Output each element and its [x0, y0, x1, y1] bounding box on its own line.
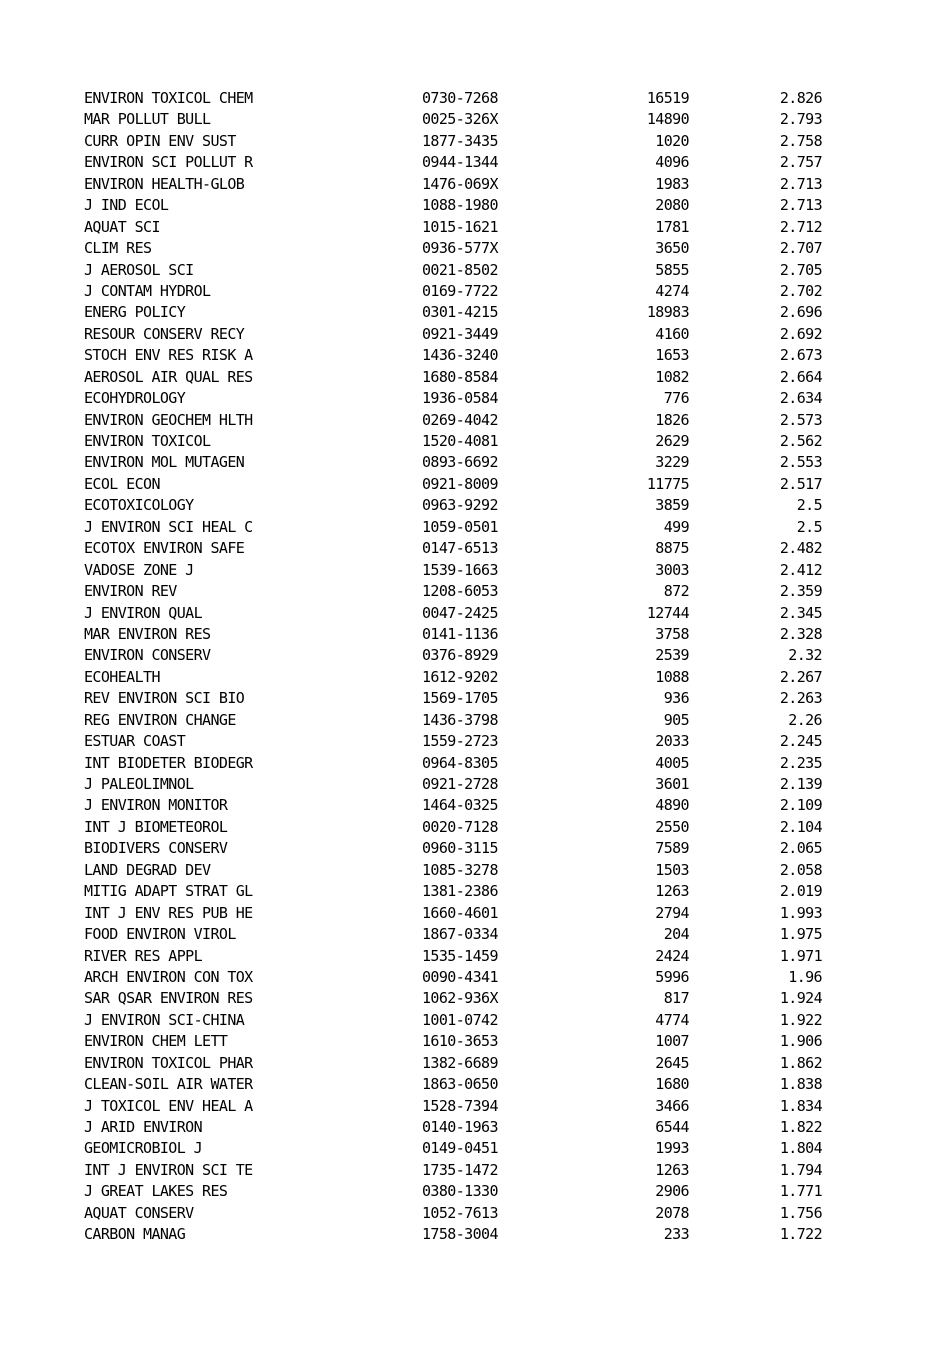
total-cites-cell: 204 — [663, 925, 689, 944]
issn-cell: 1382-6689 — [422, 1053, 498, 1072]
journal-title-cell: J ENVIRON SCI-CHINA — [84, 1010, 245, 1029]
journal-title-cell: ECOHEALTH — [84, 667, 160, 686]
journal-title-cell: ARCH ENVIRON CON TOX — [84, 967, 253, 986]
issn-cell: 1735-1472 — [422, 1160, 498, 1179]
table-row — [0, 967, 950, 988]
impact-factor-cell: 2.235 — [779, 753, 822, 772]
journal-title-cell: MAR POLLUT BULL — [84, 110, 211, 129]
total-cites-cell: 2906 — [655, 1182, 689, 1201]
issn-cell: 0893-6692 — [422, 453, 498, 472]
journal-title-cell: STOCH ENV RES RISK A — [84, 346, 253, 365]
total-cites-cell: 3229 — [655, 453, 689, 472]
issn-cell: 1612-9202 — [422, 667, 498, 686]
issn-cell: 1520-4081 — [422, 432, 498, 450]
total-cites-cell: 1088 — [655, 667, 689, 686]
impact-factor-cell: 2.267 — [779, 667, 822, 686]
journal-title-cell: CURR OPIN ENV SUST — [84, 131, 236, 150]
total-cites-cell: 1826 — [655, 410, 689, 429]
table-row — [0, 881, 950, 902]
issn-cell: 1085-3278 — [422, 860, 498, 879]
journal-title-cell: ENVIRON TOXICOL PHAR — [84, 1053, 253, 1072]
issn-cell: 0140-1963 — [422, 1118, 498, 1136]
total-cites-cell: 8875 — [655, 539, 689, 558]
table-row — [0, 388, 950, 409]
total-cites-cell: 3601 — [655, 775, 689, 793]
impact-factor-cell: 1.804 — [779, 1139, 822, 1158]
total-cites-cell: 233 — [663, 1225, 689, 1244]
impact-factor-cell: 2.712 — [779, 217, 822, 236]
impact-factor-cell: 2.245 — [779, 732, 822, 751]
journal-title-cell: J CONTAM HYDROL — [84, 281, 211, 300]
journal-title-cell: ENVIRON TOXICOL — [84, 432, 211, 450]
impact-factor-cell: 2.26 — [788, 710, 822, 729]
table-row — [0, 753, 950, 774]
journal-title-cell: CARBON MANAG — [84, 1225, 186, 1244]
issn-cell: 0090-4341 — [422, 967, 498, 986]
table-row — [0, 1224, 950, 1245]
total-cites-cell: 14890 — [646, 110, 689, 129]
journal-title-cell: INT J ENVIRON SCI TE — [84, 1160, 253, 1179]
journal-title-cell: J ENVIRON SCI HEAL C — [84, 517, 253, 536]
journal-title-cell: GEOMICROBIOL J — [84, 1139, 203, 1158]
issn-cell: 1877-3435 — [422, 131, 498, 150]
total-cites-cell: 18983 — [646, 303, 689, 322]
table-row — [0, 924, 950, 945]
total-cites-cell: 1983 — [655, 174, 689, 193]
table-row — [0, 495, 950, 516]
total-cites-cell: 1653 — [655, 346, 689, 365]
issn-cell: 1001-0742 — [422, 1010, 498, 1029]
impact-factor-cell: 2.065 — [779, 839, 822, 858]
journal-title-cell: RIVER RES APPL — [84, 946, 203, 965]
issn-cell: 0960-3115 — [422, 839, 498, 858]
journal-title-cell: ECOTOX ENVIRON SAFE — [84, 539, 245, 558]
issn-cell: 1208-6053 — [422, 582, 498, 601]
total-cites-cell: 1993 — [655, 1139, 689, 1158]
total-cites-cell: 5996 — [655, 967, 689, 986]
total-cites-cell: 1020 — [655, 131, 689, 150]
journal-title-cell: VADOSE ZONE J — [84, 560, 194, 579]
journal-title-cell: FOOD ENVIRON VIROL — [84, 925, 236, 944]
issn-cell: 0964-8305 — [422, 753, 498, 772]
table-row — [0, 903, 950, 924]
impact-factor-cell: 2.359 — [779, 582, 822, 601]
impact-factor-cell: 2.692 — [779, 324, 822, 343]
impact-factor-cell: 1.906 — [779, 1032, 822, 1051]
table-row — [0, 109, 950, 130]
journal-title-cell: REG ENVIRON CHANGE — [84, 710, 236, 729]
journal-title-cell: INT BIODETER BIODEGR — [84, 753, 253, 772]
total-cites-cell: 6544 — [655, 1118, 689, 1136]
issn-cell: 1867-0334 — [422, 925, 498, 944]
table-row — [0, 131, 950, 152]
table-row — [0, 217, 950, 238]
journal-title-cell: ENVIRON REV — [84, 582, 177, 601]
total-cites-cell: 1082 — [655, 367, 689, 386]
impact-factor-cell: 1.862 — [779, 1053, 822, 1072]
journal-title-cell: LAND DEGRAD DEV — [84, 860, 211, 879]
total-cites-cell: 2794 — [655, 903, 689, 922]
table-row — [0, 88, 950, 109]
impact-factor-cell: 2.562 — [779, 432, 822, 450]
impact-factor-cell: 2.707 — [779, 239, 822, 258]
impact-factor-cell: 2.32 — [788, 646, 822, 665]
table-row — [0, 410, 950, 431]
impact-factor-cell: 2.019 — [779, 882, 822, 901]
issn-cell: 0149-0451 — [422, 1139, 498, 1158]
journal-title-cell: J GREAT LAKES RES — [84, 1182, 228, 1201]
total-cites-cell: 4160 — [655, 324, 689, 343]
table-row — [0, 517, 950, 538]
issn-cell: 1059-0501 — [422, 517, 498, 536]
total-cites-cell: 3466 — [655, 1096, 689, 1115]
journal-title-cell: ENVIRON MOL MUTAGEN — [84, 453, 245, 472]
total-cites-cell: 2550 — [655, 817, 689, 836]
impact-factor-cell: 2.058 — [779, 860, 822, 879]
impact-factor-cell: 1.834 — [779, 1096, 822, 1115]
issn-cell: 1863-0650 — [422, 1075, 498, 1094]
total-cites-cell: 1781 — [655, 217, 689, 236]
journal-title-cell: REV ENVIRON SCI BIO — [84, 689, 245, 708]
total-cites-cell: 7589 — [655, 839, 689, 858]
table-row — [0, 946, 950, 967]
journal-title-cell: ESTUAR COAST — [84, 732, 186, 751]
total-cites-cell: 4890 — [655, 796, 689, 815]
journal-title-cell: CLIM RES — [84, 239, 152, 258]
total-cites-cell: 3003 — [655, 560, 689, 579]
issn-cell: 1436-3798 — [422, 710, 498, 729]
total-cites-cell: 3859 — [655, 496, 689, 515]
table-row — [0, 667, 950, 688]
total-cites-cell: 2424 — [655, 946, 689, 965]
table-row — [0, 345, 950, 366]
table-row — [0, 302, 950, 323]
table-row — [0, 581, 950, 602]
total-cites-cell: 4274 — [655, 281, 689, 300]
journal-title-cell: J ARID ENVIRON — [84, 1118, 203, 1136]
total-cites-cell: 817 — [663, 989, 689, 1008]
journal-title-cell: MAR ENVIRON RES — [84, 624, 211, 643]
impact-factor-cell: 1.924 — [779, 989, 822, 1008]
impact-factor-cell: 2.139 — [779, 775, 822, 793]
issn-cell: 1436-3240 — [422, 346, 498, 365]
issn-cell: 1015-1621 — [422, 217, 498, 236]
table-row — [0, 860, 950, 881]
impact-factor-cell: 2.634 — [779, 389, 822, 408]
issn-cell: 1758-3004 — [422, 1225, 498, 1244]
impact-factor-cell: 2.826 — [779, 89, 822, 107]
table-row — [0, 1203, 950, 1224]
journal-title-cell: ENVIRON CHEM LETT — [84, 1032, 228, 1051]
total-cites-cell: 499 — [663, 517, 689, 536]
impact-factor-cell: 1.975 — [779, 925, 822, 944]
impact-factor-cell: 1.756 — [779, 1203, 822, 1222]
impact-factor-cell: 2.5 — [796, 496, 822, 515]
impact-factor-cell: 2.713 — [779, 174, 822, 193]
journal-title-cell: CLEAN-SOIL AIR WATER — [84, 1075, 253, 1094]
journal-title-cell: ENERG POLICY — [84, 303, 186, 322]
issn-cell: 1062-936X — [422, 989, 498, 1008]
table-row — [0, 774, 950, 795]
total-cites-cell: 2033 — [655, 732, 689, 751]
journal-title-cell: J ENVIRON MONITOR — [84, 796, 228, 815]
impact-factor-cell: 1.971 — [779, 946, 822, 965]
total-cites-cell: 2080 — [655, 196, 689, 215]
issn-cell: 0147-6513 — [422, 539, 498, 558]
journal-table — [0, 88, 950, 1246]
table-row — [0, 152, 950, 173]
table-row — [0, 838, 950, 859]
journal-title-cell: J PALEOLIMNOL — [84, 775, 194, 793]
impact-factor-cell: 2.702 — [779, 281, 822, 300]
journal-title-cell: AQUAT CONSERV — [84, 1203, 194, 1222]
journal-title-cell: ENVIRON GEOCHEM HLTH — [84, 410, 253, 429]
table-row — [0, 324, 950, 345]
issn-cell: 0963-9292 — [422, 496, 498, 515]
impact-factor-cell: 2.696 — [779, 303, 822, 322]
journal-title-cell: J ENVIRON QUAL — [84, 603, 203, 622]
issn-cell: 0269-4042 — [422, 410, 498, 429]
total-cites-cell: 3758 — [655, 624, 689, 643]
table-row — [0, 195, 950, 216]
total-cites-cell: 4774 — [655, 1010, 689, 1029]
issn-cell: 0921-8009 — [422, 474, 498, 493]
impact-factor-cell: 1.922 — [779, 1010, 822, 1029]
issn-cell: 0376-8929 — [422, 646, 498, 665]
impact-factor-cell: 2.793 — [779, 110, 822, 129]
total-cites-cell: 2645 — [655, 1053, 689, 1072]
issn-cell: 1381-2386 — [422, 882, 498, 901]
impact-factor-cell: 2.328 — [779, 624, 822, 643]
issn-cell: 1476-069X — [422, 174, 498, 193]
issn-cell: 1088-1980 — [422, 196, 498, 215]
total-cites-cell: 872 — [663, 582, 689, 601]
journal-title-cell: SAR QSAR ENVIRON RES — [84, 989, 253, 1008]
journal-title-cell: ENVIRON CONSERV — [84, 646, 211, 665]
table-row — [0, 688, 950, 709]
journal-title-cell: ECOTOXICOLOGY — [84, 496, 194, 515]
total-cites-cell: 2539 — [655, 646, 689, 665]
impact-factor-cell: 1.822 — [779, 1118, 822, 1136]
table-row — [0, 367, 950, 388]
total-cites-cell: 5855 — [655, 260, 689, 279]
journal-title-cell: J IND ECOL — [84, 196, 169, 215]
issn-cell: 1052-7613 — [422, 1203, 498, 1222]
table-row — [0, 474, 950, 495]
total-cites-cell: 3650 — [655, 239, 689, 258]
issn-cell: 1528-7394 — [422, 1096, 498, 1115]
total-cites-cell: 905 — [663, 710, 689, 729]
total-cites-cell: 1263 — [655, 1160, 689, 1179]
issn-cell: 1539-1663 — [422, 560, 498, 579]
issn-cell: 0021-8502 — [422, 260, 498, 279]
table-row — [0, 645, 950, 666]
journal-title-cell: MITIG ADAPT STRAT GL — [84, 882, 253, 901]
issn-cell: 0380-1330 — [422, 1182, 498, 1201]
table-row — [0, 538, 950, 559]
issn-cell: 1660-4601 — [422, 903, 498, 922]
total-cites-cell: 2078 — [655, 1203, 689, 1222]
issn-cell: 0169-7722 — [422, 281, 498, 300]
impact-factor-cell: 2.345 — [779, 603, 822, 622]
table-row — [0, 1117, 950, 1138]
journal-title-cell: INT J BIOMETEOROL — [84, 817, 228, 836]
impact-factor-cell: 2.5 — [796, 517, 822, 536]
table-row — [0, 1031, 950, 1052]
table-row — [0, 817, 950, 838]
journal-title-cell: ENVIRON TOXICOL CHEM — [84, 89, 253, 107]
journal-title-cell: ENVIRON HEALTH-GLOB — [84, 174, 245, 193]
journal-title-cell: AEROSOL AIR QUAL RES — [84, 367, 253, 386]
impact-factor-cell: 1.96 — [788, 967, 822, 986]
journal-title-cell: ECOHYDROLOGY — [84, 389, 186, 408]
total-cites-cell: 4005 — [655, 753, 689, 772]
issn-cell: 0047-2425 — [422, 603, 498, 622]
table-row — [0, 603, 950, 624]
journal-title-cell: AQUAT SCI — [84, 217, 160, 236]
impact-factor-cell: 2.573 — [779, 410, 822, 429]
table-row — [0, 260, 950, 281]
issn-cell: 1680-8584 — [422, 367, 498, 386]
total-cites-cell: 16519 — [646, 89, 689, 107]
impact-factor-cell: 2.705 — [779, 260, 822, 279]
impact-factor-cell: 2.713 — [779, 196, 822, 215]
table-row — [0, 452, 950, 473]
impact-factor-cell: 2.104 — [779, 817, 822, 836]
issn-cell: 0141-1136 — [422, 624, 498, 643]
total-cites-cell: 11775 — [646, 474, 689, 493]
impact-factor-cell: 1.838 — [779, 1075, 822, 1094]
issn-cell: 0301-4215 — [422, 303, 498, 322]
table-row — [0, 1138, 950, 1159]
issn-cell: 0944-1344 — [422, 153, 498, 172]
impact-factor-cell: 2.673 — [779, 346, 822, 365]
journal-title-cell: BIODIVERS CONSERV — [84, 839, 228, 858]
table-row — [0, 1074, 950, 1095]
table-row — [0, 238, 950, 259]
journal-title-cell: J AEROSOL SCI — [84, 260, 194, 279]
total-cites-cell: 1503 — [655, 860, 689, 879]
issn-cell: 0730-7268 — [422, 89, 498, 107]
total-cites-cell: 2629 — [655, 432, 689, 450]
impact-factor-cell: 1.993 — [779, 903, 822, 922]
journal-title-cell: J TOXICOL ENV HEAL A — [84, 1096, 253, 1115]
table-row — [0, 624, 950, 645]
issn-cell: 1936-0584 — [422, 389, 498, 408]
impact-factor-cell: 1.722 — [779, 1225, 822, 1244]
journal-title-cell: ECOL ECON — [84, 474, 160, 493]
impact-factor-cell: 2.263 — [779, 689, 822, 708]
issn-cell: 1559-2723 — [422, 732, 498, 751]
impact-factor-cell: 2.664 — [779, 367, 822, 386]
issn-cell: 1535-1459 — [422, 946, 498, 965]
impact-factor-cell: 2.517 — [779, 474, 822, 493]
impact-factor-cell: 1.771 — [779, 1182, 822, 1201]
impact-factor-cell: 2.757 — [779, 153, 822, 172]
table-row — [0, 560, 950, 581]
table-row — [0, 174, 950, 195]
issn-cell: 1464-0325 — [422, 796, 498, 815]
table-row — [0, 1053, 950, 1074]
issn-cell: 0936-577X — [422, 239, 498, 258]
journal-title-cell: RESOUR CONSERV RECY — [84, 324, 245, 343]
table-row — [0, 1096, 950, 1117]
impact-factor-cell: 2.482 — [779, 539, 822, 558]
table-row — [0, 431, 950, 452]
impact-factor-cell: 2.109 — [779, 796, 822, 815]
table-row — [0, 710, 950, 731]
table-row — [0, 281, 950, 302]
issn-cell: 0025-326X — [422, 110, 498, 129]
impact-factor-cell: 2.412 — [779, 560, 822, 579]
journal-title-cell: ENVIRON SCI POLLUT R — [84, 153, 253, 172]
total-cites-cell: 776 — [663, 389, 689, 408]
table-row — [0, 1181, 950, 1202]
issn-cell: 0921-3449 — [422, 324, 498, 343]
table-row — [0, 1160, 950, 1181]
journal-title-cell: INT J ENV RES PUB HE — [84, 903, 253, 922]
table-row — [0, 1010, 950, 1031]
total-cites-cell: 1680 — [655, 1075, 689, 1094]
total-cites-cell: 936 — [663, 689, 689, 708]
table-row — [0, 988, 950, 1009]
issn-cell: 1610-3653 — [422, 1032, 498, 1051]
total-cites-cell: 1263 — [655, 882, 689, 901]
total-cites-cell: 4096 — [655, 153, 689, 172]
total-cites-cell: 1007 — [655, 1032, 689, 1051]
issn-cell: 0921-2728 — [422, 775, 498, 793]
total-cites-cell: 12744 — [646, 603, 689, 622]
impact-factor-cell: 1.794 — [779, 1160, 822, 1179]
issn-cell: 1569-1705 — [422, 689, 498, 708]
table-row — [0, 795, 950, 816]
table-row — [0, 731, 950, 752]
impact-factor-cell: 2.758 — [779, 131, 822, 150]
issn-cell: 0020-7128 — [422, 817, 498, 836]
impact-factor-cell: 2.553 — [779, 453, 822, 472]
